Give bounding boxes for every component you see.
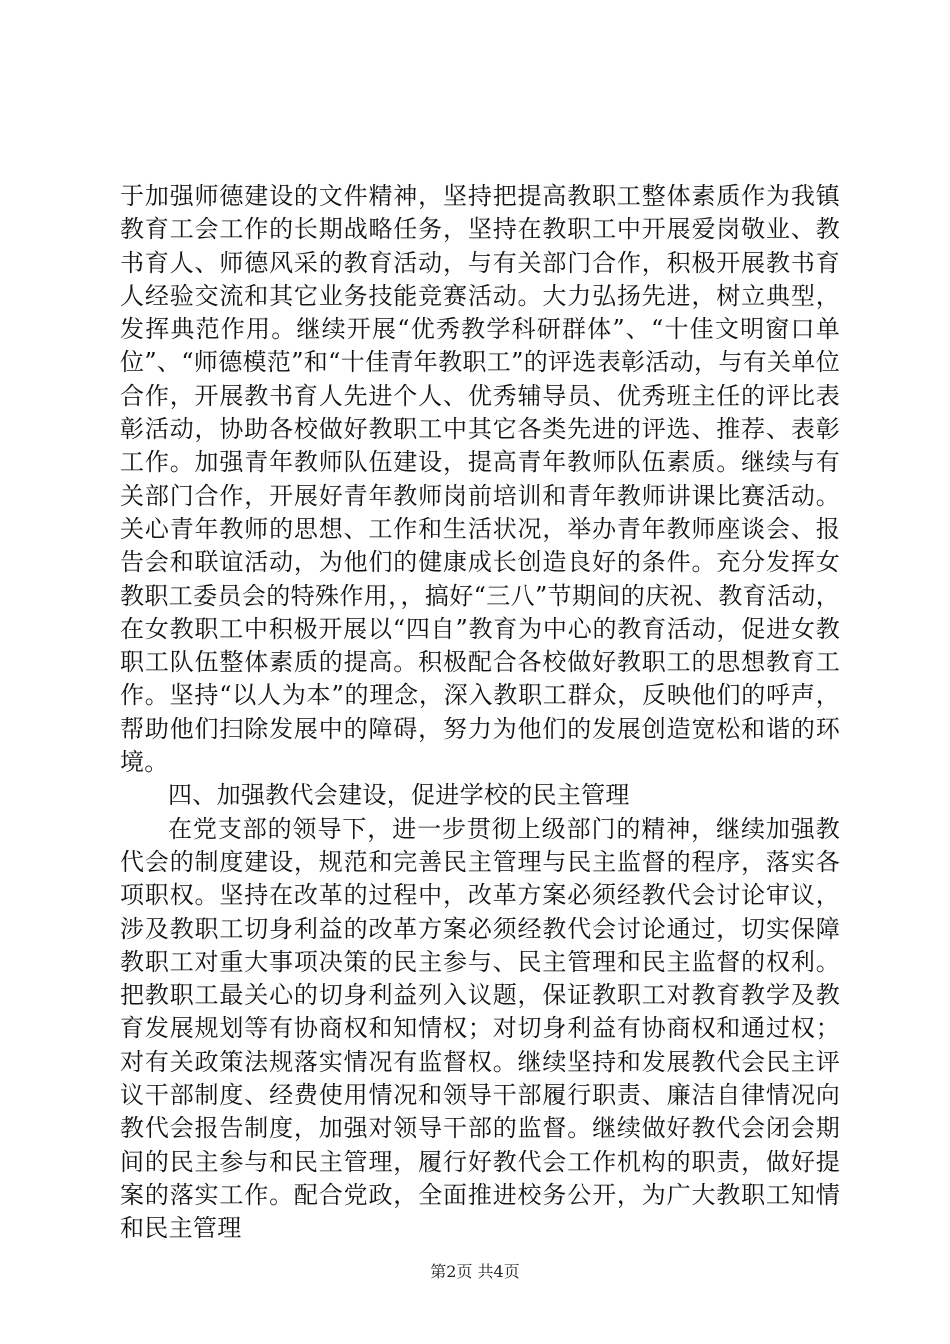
paragraph-teacher-ethics: 于加强师德建设的文件精神，坚持把提高教职工整体素质作为我镇教育工会工作的长期战略任务，坚持在教职工中开展爱岗敬业、教书育人、师德风采的教育活动，与有关部门合作，积极开展教书育人经验交流和其它业务技能竞赛活动。大力弘扬先进，树立典型，发挥典范作用。继续开展“优秀教学科研群体”、“十佳文明窗口单位”、“师德模范”和“十佳青年教职工”的评选表彰活动，与有关单位合作，开展教书育人先进个人、优秀辅导员、优秀班主任的评比表彰活动，协助各校做好教职工中其它各类先进的评选、推荐、表彰工作。加强青年教师队伍建设，提高青年教师队伍素质。继续与有关部门合作，开展好青年教师岗前培训和青年教师讲课比赛活动。关心青年教师的思想、工作和生活状况，举办青年教师座谈会、报告会和联谊活动，为他们的健康成长创造良好的条件。充分发挥女教职工委员会的特殊作用，，搞好“三八”节期间的庆祝、教育活动，在女教职工中积极开展以“四自”教育为中心的教育活动，促进女教职工队伍整体素质的提高。积极配合各校做好教职工的思想教育工作。坚持“以人为本”的理念，深入教职工群众，反映他们的呼声，帮助他们扫除发展中的障碍，努力为他们的发展创造宽松和谐的环境。 (120, 182, 840, 777)
document-body (120, 180, 840, 1246)
page-number-footer: 第2页 共4页 (430, 1262, 520, 1281)
paragraph-staff-congress: 在党支部的领导下，进一步贯彻上级部门的精神，继续加强教代会的制度建设，规范和完善民主管理与民主监督的程序，落实各项职权。坚持在改革的过程中，改革方案必须经教代会讨论审议，涉及教职工切身利益的改革方案必须经教代会讨论通过，切实保障教职工对重大事项决策的民主参与、民主管理和民主监督的权利。把教职工最关心的切身利益列入议题，保证教职工对教育教学及教育发展规划等有协商权和知情权；对切身利益有协商权和通过权；对有关政策法规落实情况有监督权。继续坚持和发展教代会民主评议干部制度、经费使用情况和领导干部履行职责、廉洁自律情况向教代会报告制度，加强对领导干部的监督。继续做好教代会闭会期间的民主参与和民主管理，履行好教代会工作机构的职责，做好提案的落实工作。配合党政，全面推进校务公开，为广大教职工知情和民主管理 (120, 814, 840, 1243)
section-heading-4: 四、加强教代会建设，促进学校的民主管理 (168, 781, 630, 810)
